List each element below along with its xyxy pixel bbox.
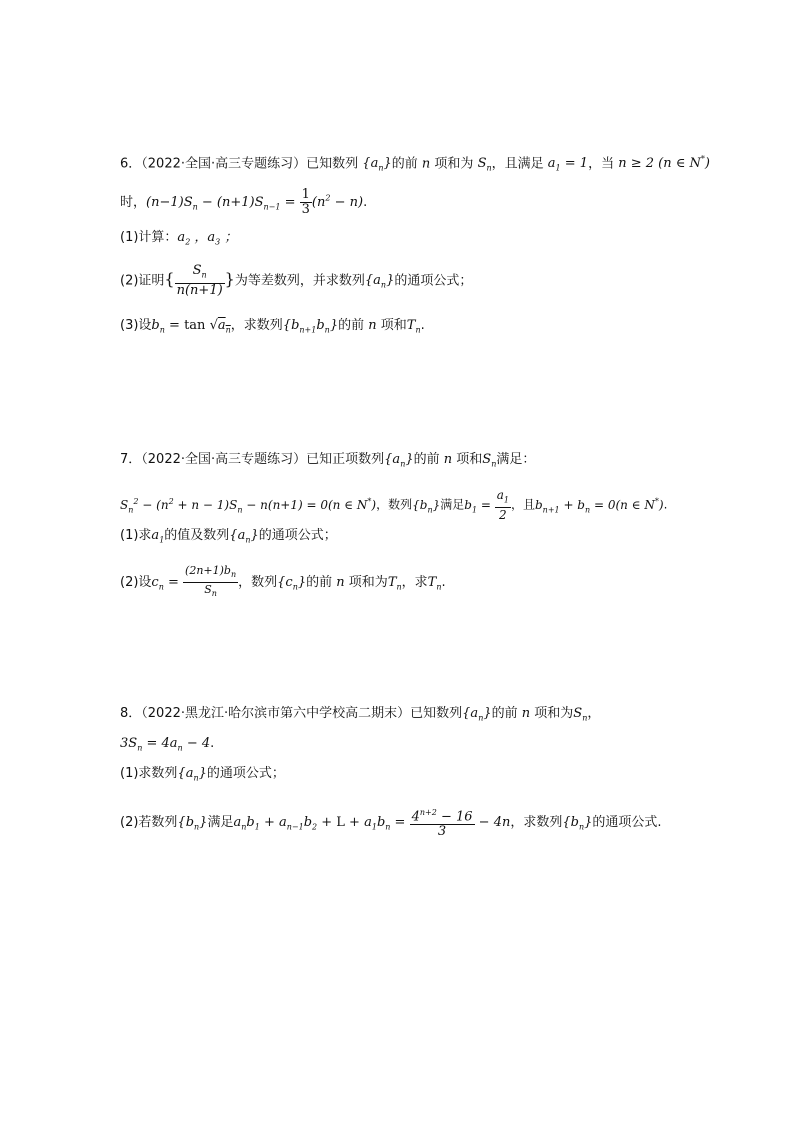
formula: n bbox=[364, 318, 381, 333]
text: (2)证明 bbox=[120, 273, 165, 289]
formula: $a_2$ ，$a_3$ ； bbox=[177, 230, 238, 247]
problem-7-part-2: (2)设$c_n$ = $\frac{(2n+1)b_n}{S_n}$ ，数列$\{c_n\}$的前 n 项和为$T_n$，求$T_n$. bbox=[120, 564, 446, 601]
text: 项和 bbox=[456, 452, 483, 467]
formula: $a_1$ bbox=[151, 528, 165, 545]
formula: $\{b_n\}$ bbox=[177, 815, 208, 832]
formula: } bbox=[224, 269, 235, 289]
formula: $T_n$ bbox=[427, 575, 442, 592]
formula: n bbox=[417, 156, 435, 172]
formula: n bbox=[517, 706, 535, 721]
formula: $b_n = \tan √a_n$ bbox=[151, 318, 231, 335]
text: (1)求数列 bbox=[120, 766, 178, 781]
text: 的通项公式； bbox=[394, 273, 473, 289]
formula: $\{b_n\}$ bbox=[412, 497, 441, 515]
text: 已知数列 bbox=[306, 156, 359, 172]
fraction: $\frac{(2n+1)b_n}{S_n}$ bbox=[185, 564, 237, 599]
problem-8-part-2 bbox=[120, 806, 662, 839]
problem-6-part-2 bbox=[120, 264, 472, 298]
text: (1)求 bbox=[120, 528, 152, 543]
text: 满足： bbox=[496, 452, 536, 467]
text: 项和为 bbox=[348, 575, 388, 591]
text: ，数列 bbox=[376, 497, 413, 512]
formula: $3S_n = 4a_n - 4$ bbox=[120, 736, 211, 753]
text: 的通项公式； bbox=[206, 766, 285, 781]
formula: $\{a_n\}$ bbox=[384, 452, 414, 469]
text: 的通项公式； bbox=[258, 528, 337, 543]
formula: n bbox=[439, 452, 457, 467]
formula: $\{b_{n+1}b_n\}$ bbox=[282, 318, 339, 335]
problem-8-source: （2022·黑龙江·哈尔滨市第六中学校高二期末） bbox=[141, 706, 411, 721]
problem-6-part-1 bbox=[120, 228, 237, 253]
formula: n ≥ 2 (n ∈ N*) bbox=[614, 155, 710, 172]
text: 已知数列 bbox=[410, 706, 463, 721]
problem-7-number: 7． bbox=[120, 452, 142, 467]
problem-6-line-2: 时，$(n-1)S_n - (n+1)S_{n-1}$ = $\frac{1}{3}$ $(n^2 - n)$. bbox=[120, 187, 368, 217]
text: (1)计算： bbox=[120, 230, 178, 245]
formula: $S_n$ bbox=[573, 706, 588, 723]
formula: $(n^2 - n)$ bbox=[311, 193, 364, 210]
formula: $\{a_n\}$ bbox=[177, 766, 207, 783]
text: 的前 bbox=[338, 318, 365, 333]
formula: $\{b_n\}$ bbox=[562, 815, 593, 832]
problem-6-source: （2022·全国·高三专题练习） bbox=[141, 156, 307, 172]
text: 的值及数列 bbox=[164, 528, 230, 543]
text: ，数列 bbox=[238, 575, 278, 591]
formula: $\{a_n\}$ bbox=[462, 706, 492, 723]
text: 的前 bbox=[391, 156, 418, 172]
text: 项和为 bbox=[534, 706, 574, 721]
formula: $b_1$ = bbox=[464, 497, 495, 515]
fraction: $\frac{4^{n+2} - 16}{3}$ bbox=[411, 808, 473, 840]
text: ，求 bbox=[401, 575, 428, 591]
text: (2)若数列 bbox=[120, 815, 178, 831]
text: 项和为 bbox=[434, 156, 474, 172]
text: 满足 bbox=[440, 497, 465, 512]
formula: $S_n^2 - (n^2 + n - 1)S_n - n(n+1) = 0(n$ ∈ N*) bbox=[120, 496, 377, 515]
formula: $\{a_n\}$ bbox=[362, 156, 392, 173]
text: ，求数列 bbox=[510, 815, 563, 831]
problem-7-line-1 bbox=[120, 450, 535, 475]
text: (2)设 bbox=[120, 575, 152, 591]
formula: n bbox=[332, 575, 349, 591]
problem-8-part-1 bbox=[120, 764, 285, 789]
problem-8-line-2: $3S_n = 4a_n - 4$. bbox=[120, 736, 215, 753]
formula: $S_n$ bbox=[473, 156, 492, 173]
text: 的前 bbox=[491, 706, 518, 721]
formula: $T_n$ bbox=[387, 575, 402, 592]
text: 的通项公式. bbox=[592, 815, 662, 831]
problem-6-number: 6． bbox=[120, 156, 142, 172]
text: ，且满足 bbox=[491, 156, 544, 172]
fraction: $\frac{a_1}{2}$ bbox=[496, 488, 509, 523]
text: (3)设 bbox=[120, 318, 152, 333]
text: 的前 bbox=[306, 575, 333, 591]
problem-8-line-1: 8．（2022·黑龙江·哈尔滨市第六中学校高二期末）已知数列$\{a_n\}$的前 n 项和为$S_n$， bbox=[120, 706, 601, 723]
formula: $\{a_n\}$ bbox=[229, 528, 259, 545]
text: 的前 bbox=[413, 452, 440, 467]
problem-7-line-2: $S_n^2 - (n^2 + n - 1)S_n - n(n+1) = 0(n$ ∈ N*)，数列$\{b_n\}$满足$b_1$ = $\frac{a_1}{2}$ ，且$b_{n+1} + b_n = 0(n$ ∈ N*). bbox=[120, 488, 668, 523]
problem-6-part-3: (3)设$b_n = \tan √a_n$，求数列$\{b_{n+1}b_n\}$的前 n 项和$T_n$. bbox=[120, 318, 425, 335]
fraction: $\frac{S_n}{n(n+1)}$ bbox=[176, 263, 223, 298]
formula: $a_nb_1 + a_{n-1}b_2 + L + a_1b_n$ = bbox=[233, 815, 410, 832]
fraction: $\frac{1}{3}$ bbox=[301, 187, 310, 217]
problem-7-source: （2022·全国·高三专题练习） bbox=[141, 452, 307, 467]
formula: $S_n$ bbox=[482, 452, 497, 469]
text: ，求数列 bbox=[230, 318, 283, 333]
formula: $b_{n+1} + b_n = 0(n$ ∈ N*) bbox=[534, 496, 664, 515]
formula: − 4n bbox=[474, 815, 511, 831]
formula: $T_n$ bbox=[406, 318, 421, 335]
text: 已知正项数列 bbox=[306, 452, 385, 467]
text: 为等差数列，并求数列 bbox=[234, 273, 365, 289]
formula: $c_n$ = bbox=[151, 575, 184, 592]
text: ，且 bbox=[510, 497, 535, 512]
formula: $a_1 = 1$ bbox=[543, 156, 589, 173]
problem-6-line-1 bbox=[120, 150, 710, 179]
text: 满足 bbox=[207, 815, 234, 831]
formula: { bbox=[164, 269, 175, 289]
text: 项和 bbox=[380, 318, 407, 333]
problem-8-number: 8． bbox=[120, 706, 142, 721]
text: ，当 bbox=[588, 156, 615, 172]
formula: $\{a_n\}$ bbox=[364, 273, 395, 290]
formula: $(n-1)S_n - (n+1)S_{n-1}$ = bbox=[146, 195, 300, 212]
text: 时， bbox=[120, 195, 147, 210]
formula: $\{c_n\}$ bbox=[277, 575, 307, 592]
problem-7-part-1 bbox=[120, 526, 337, 551]
